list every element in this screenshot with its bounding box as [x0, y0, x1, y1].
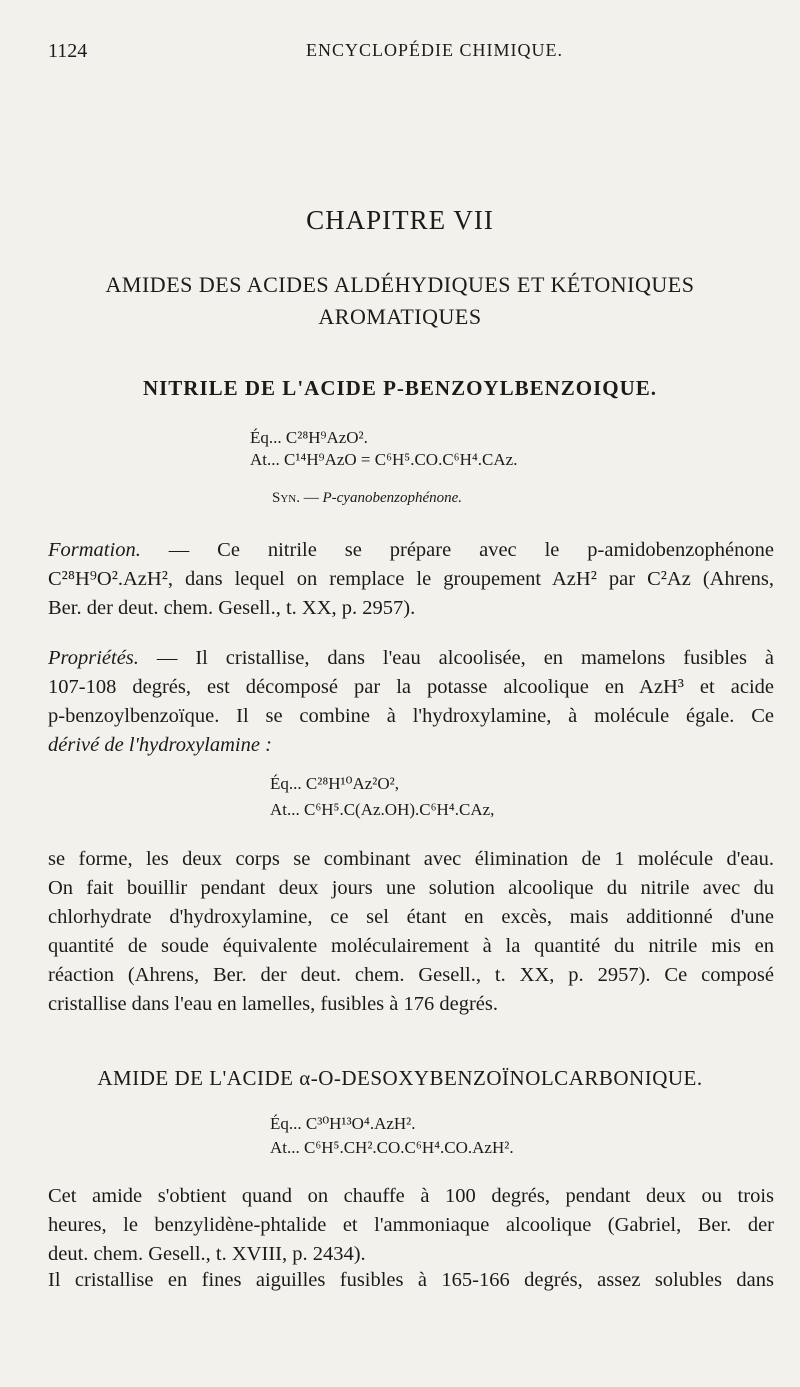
formation-line-3: Ber. der deut. chem. Gesell., t. XX, p. 2957).	[48, 597, 416, 619]
section2-eq-line	[270, 1114, 416, 1134]
para3-line-4: quantité de soude équivalente moléculairement à la quantité du nitrile mis en	[48, 935, 774, 957]
proprietes-line-3: p-benzoylbenzoïque. Il se combine à l'hydroxylamine, à molécule égale. Ce	[48, 705, 774, 727]
section2-eq-formula: C³⁰H¹³O⁴.AzH².	[305, 1114, 416, 1133]
deriv-eq-label: Éq...	[270, 774, 302, 793]
synonym-line	[272, 490, 462, 507]
formation-line-2: C²⁸H⁹O².AzH², dans lequel on remplace le groupement AzH² par C²Az (Ahrens,	[48, 568, 774, 590]
para3-line-6: cristallise dans l'eau en lamelles, fusibles à 176 degrés.	[48, 993, 498, 1015]
section2-para1-line-1: Cet amide s'obtient quand on chauffe à 100 degrés, pendant deux ou trois	[48, 1185, 774, 1207]
at-label: At...	[250, 450, 280, 469]
section2-at-formula: C⁶H⁵.CH².CO.C⁶H⁴.CO.AzH².	[304, 1138, 514, 1157]
page-number: 1124	[48, 40, 88, 62]
proprietes-line-1: Propriétés. — Il cristallise, dans l'eau alcoolisée, en mamelons fusibles à	[48, 647, 775, 669]
formation-line-1: Formation. — Ce nitrile se prépare avec le p-amidobenzophénone	[48, 539, 775, 561]
syn-label: Syn.	[272, 490, 300, 506]
para3-line-5: réaction (Ahrens, Ber. der deut. chem. Gesell., t. XX, p. 2957). Ce composé	[48, 964, 774, 986]
section2-para2-line: Il cristallise en fines aiguilles fusibles à 165-166 degrés, assez solubles dans	[48, 1269, 774, 1291]
section2-heading: AMIDE DE L'ACIDE α-O-DESOXYBENZOÏNOLCARBONIQUE.	[97, 1066, 703, 1090]
at-formula: C¹⁴H⁹AzO = C⁶H⁵.CO.C⁶H⁴.CAz.	[284, 450, 518, 469]
formation-label: Formation.	[48, 539, 141, 561]
syn-value: P-cyanobenzophénone.	[322, 490, 463, 506]
para3-line-1: se forme, les deux corps se combinant avec élimination de 1 molécule d'eau.	[48, 848, 774, 870]
section2-para1-line-3: deut. chem. Gesell., t. XVIII, p. 2434).	[48, 1243, 366, 1265]
para3-line-2: On fait bouillir pendant deux jours une solution alcoolique du nitrile avec du	[48, 877, 774, 899]
proprietes-line-4: dérivé de l'hydroxylamine :	[48, 734, 272, 756]
para3-line-3: chlorhydrate d'hydroxylamine, ce sel étant en excès, mais additionné d'une	[48, 906, 774, 928]
section2-para1-line-2: heures, le benzylidène-phtalide et l'ammoniaque alcoolique (Gabriel, Ber. der	[48, 1214, 774, 1236]
chapter-label: CHAPITRE VII	[306, 205, 494, 235]
deriv-at-label: At...	[270, 800, 300, 819]
syn-dash: —	[303, 490, 319, 506]
section2-at-line	[270, 1138, 514, 1158]
proprietes-label: Propriétés.	[48, 647, 139, 669]
section2-at-label: At...	[270, 1138, 300, 1157]
formation-text: Ce nitrile se prépare avec le p-amidobenzophénone	[217, 539, 775, 561]
section1-heading: NITRILE DE L'ACIDE P-BENZOYLBENZOIQUE.	[142, 376, 658, 400]
eq-formula-line	[250, 428, 368, 448]
derivative-eq-line	[270, 774, 399, 794]
running-title: ENCYCLOPÉDIE CHIMIQUE.	[306, 40, 563, 60]
eq-formula: C²⁸H⁹AzO².	[285, 428, 368, 447]
at-formula-line	[250, 450, 517, 470]
deriv-at-formula: C⁶H⁵.C(Az.OH).C⁶H⁴.CAz,	[304, 800, 495, 819]
derivative-at-line	[270, 800, 494, 820]
chapter-title-line2: AROMATIQUES	[318, 304, 482, 329]
eq-label: Éq...	[250, 428, 282, 447]
proprietes-text: Il cristallise, dans l'eau alcoolisée, en mamelons fusibles à	[195, 647, 775, 669]
section2-eq-label: Éq...	[270, 1114, 302, 1133]
deriv-eq-formula: C²⁸H¹⁰Az²O²,	[305, 774, 399, 793]
proprietes-line-2: 107-108 degrés, est décomposé par la potasse alcoolique en AzH³ et acide	[48, 676, 774, 698]
chapter-title-line1: AMIDES DES ACIDES ALDÉHYDIQUES ET KÉTONIQUES	[105, 272, 695, 297]
